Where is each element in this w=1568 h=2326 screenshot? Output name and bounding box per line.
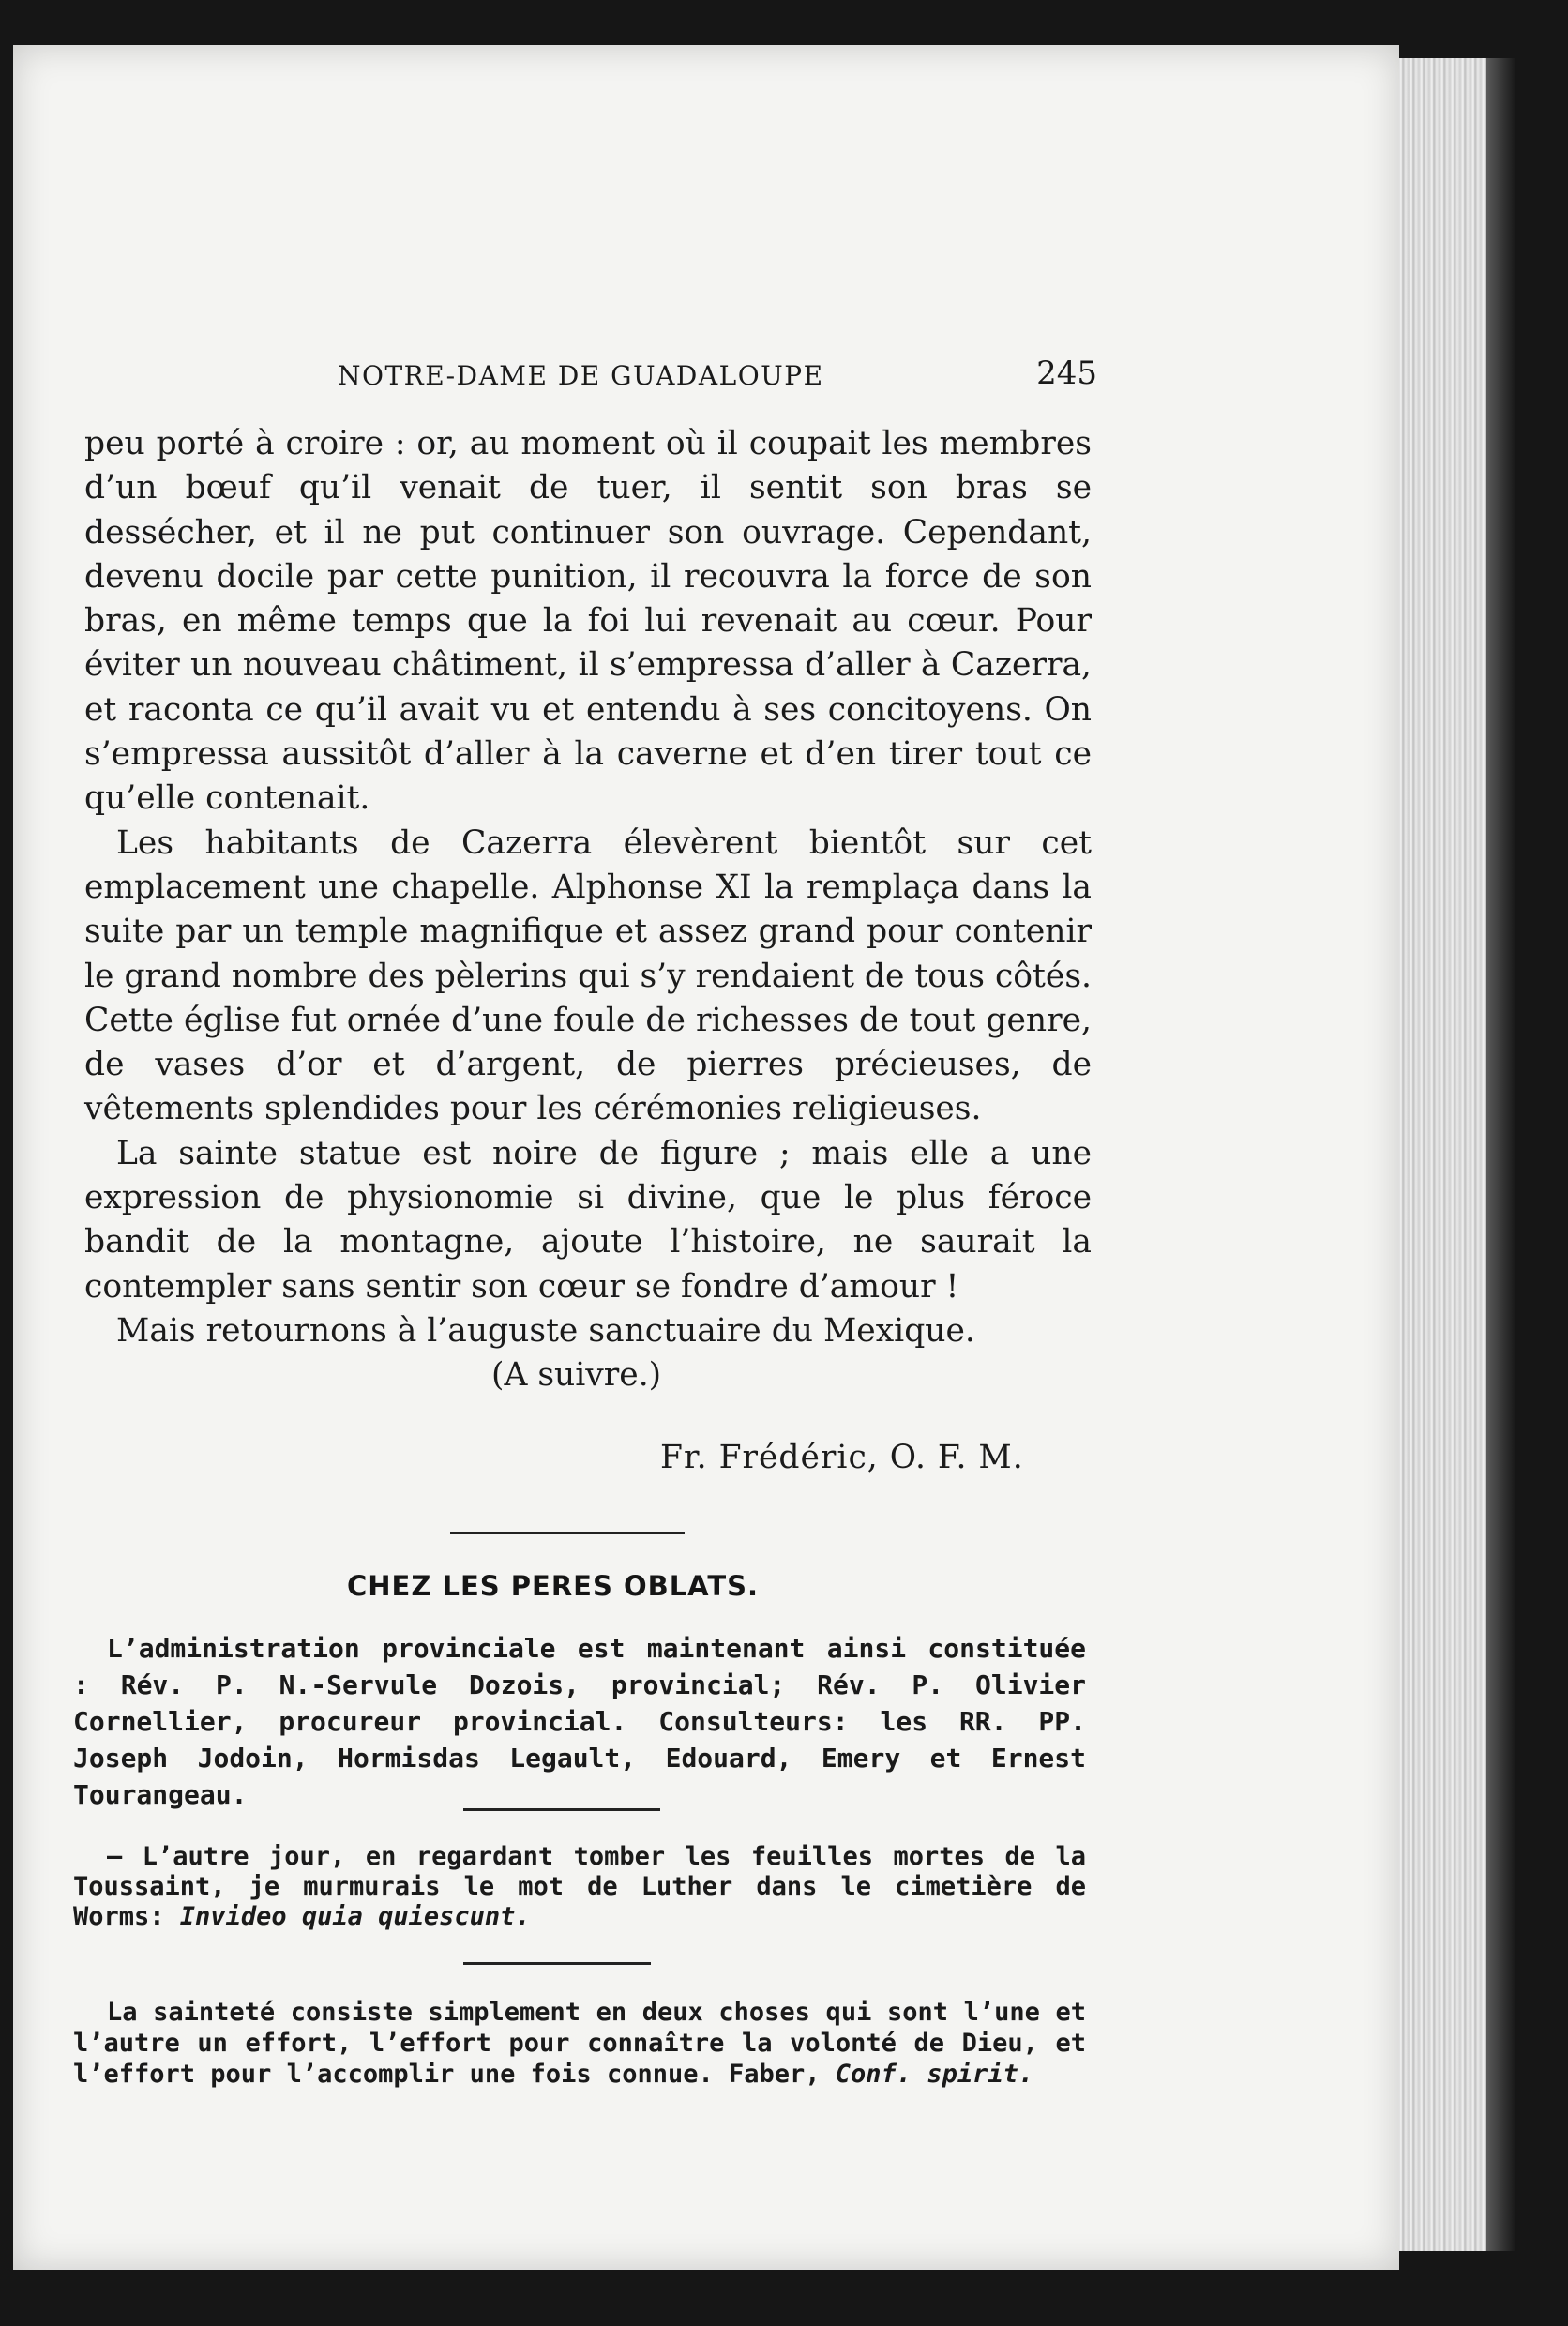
article-paragraph: Les habitants de Cazerra élevèrent bientôt sur cet emplacement une chapelle. Alphonse XI la remplaça dans la suite par un temple magnifique et assez grand pour contenir le grand nombre des pèlerins qui s’y rendaient de tous côtés. Cette église fut ornée d’une foule de richesses de tout genre, de vases d’or et d’argent, de pierres précieuses, de vêtements splendides pour les cérémonies religieuses. — [84, 823, 1092, 1128]
running-head: NOTRE-DAME DE GUADALOUPE — [338, 360, 824, 391]
luther-note — [73, 1842, 1086, 1932]
divider-rule — [463, 1808, 660, 1811]
to-be-continued: (A suivre.) — [491, 1356, 662, 1394]
section-text — [73, 1630, 1086, 1813]
section-paragraph: L’administration provinciale est maintenant ainsi constituée : Rév. P. N.-Servule Dozois, provincial; Rév. P. Olivier Cornellier, procureur provincial. Consulteurs: les RR. PP. Joseph Jodoin, Hormisdas Legault, Edouard, Emery et Ernest Tourangeau. — [73, 1633, 1086, 1810]
section-title: CHEZ LES PERES OBLATS. — [347, 1570, 760, 1602]
luther-note-text: — L’autre jour, en regardant tomber les feuilles mortes de la Toussaint, je murmurais le mot de Luther dans le cimetière de Worms: — [73, 1842, 1086, 1931]
author-signature: Fr. Frédéric, O. F. M. — [660, 1439, 1024, 1476]
article-paragraph: peu porté à croire : or, au moment où il coupait les membres d’un bœuf qu’il venait de tuer, il sentit son bras se dessécher, et il ne put continuer son ouvrage. Cependant, devenu docile par cette punition, il recouvra la force de son bras, en même temps que la foi lui revenait au cœur. Pour éviter un nouveau châtiment, il s’empressa d’aller à Cazerra, et raconta ce qu’il avait vu et entendu à ses concitoyens. On s’empressa aussitôt d’aller à la caverne et d’en tirer tout ce qu’elle contenait. — [84, 425, 1092, 818]
page-number: 245 — [1036, 355, 1097, 392]
article-body — [84, 422, 1092, 1353]
book-cover-edge — [1486, 58, 1515, 2251]
faber-note-paragraph — [73, 1997, 1086, 2090]
divider-rule — [450, 1532, 685, 1534]
divider-rule — [463, 1962, 651, 1965]
luther-note-paragraph — [73, 1842, 1086, 1932]
faber-source: Conf. spirit. — [835, 2060, 1034, 2089]
luther-quote: Invideo quia quiescunt. — [179, 1902, 531, 1931]
article-paragraph: La sainte statue est noire de figure ; mais elle a une expression de physionomie si divine, que le plus féroce bandit de la montagne, ajoute l’histoire, ne saurait la contempler sans sentir son cœur se fondre d’amour ! — [84, 1134, 1092, 1306]
page-header — [338, 355, 1097, 401]
faber-note-text: La sainteté consiste simplement en deux choses qui sont l’une et l’autre un effort, l’effort pour connaître la volonté de Dieu, et l’effort pour l’accomplir une fois connue. Faber, — [73, 1998, 1086, 2089]
faber-note — [73, 1997, 1086, 2090]
book-page — [13, 45, 1399, 2270]
article-paragraph: Mais retournons à l’auguste sanctuaire du Mexique. — [116, 1311, 975, 1350]
